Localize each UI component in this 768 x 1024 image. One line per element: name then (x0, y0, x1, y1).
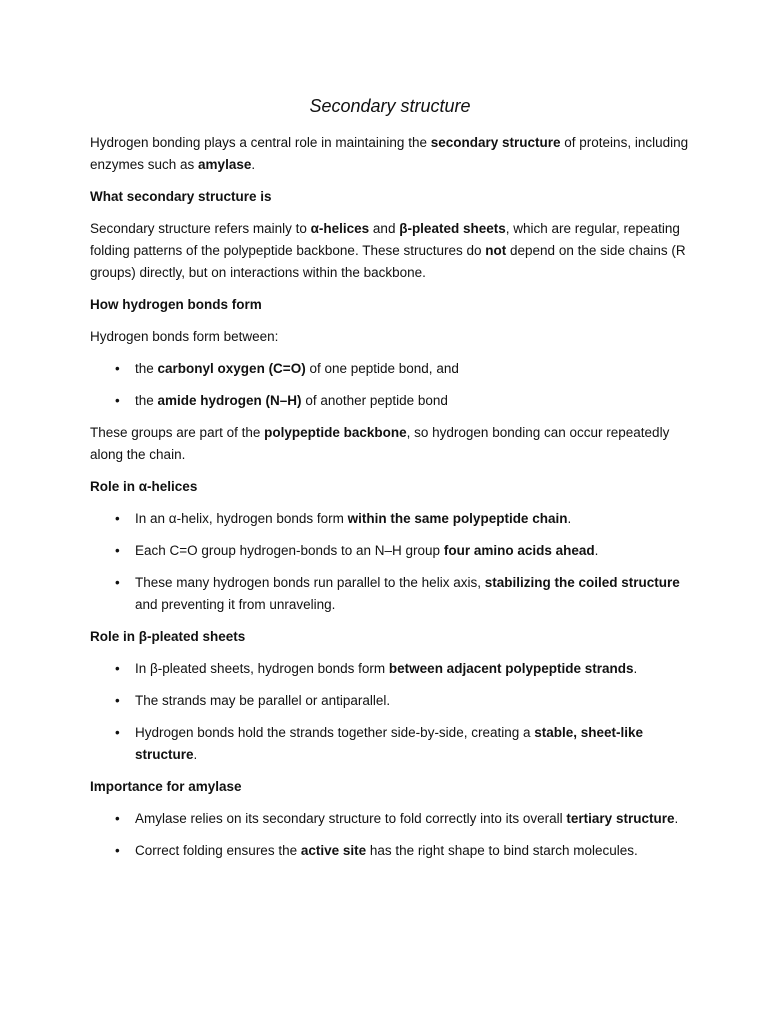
bullet-icon: • (115, 575, 120, 590)
text-run: The strands may be parallel or antiparallel. (135, 693, 391, 708)
section-heading: Importance for amylase (90, 779, 242, 794)
list-item (90, 840, 690, 862)
emphasis-text: within the same polypeptide chain (347, 511, 568, 526)
text-run: In an α-helix, hydrogen bonds form (135, 511, 348, 526)
text-run: . (594, 543, 599, 558)
list-item (90, 722, 690, 766)
emphasis-text: polypeptide backbone (264, 425, 407, 440)
text-run: These groups are part of the (90, 425, 265, 440)
list-item (90, 808, 690, 830)
list-item (90, 658, 690, 680)
list-item (90, 572, 690, 616)
emphasis-text: amide hydrogen (N–H) (157, 393, 302, 408)
text-run: and (369, 221, 400, 236)
text-run: In β-pleated sheets, hydrogen bonds form (135, 661, 389, 676)
section-paragraph (90, 422, 690, 466)
text-run: . (674, 811, 679, 826)
list-item (90, 390, 690, 412)
text-run: Hydrogen bonding plays a central role in maintaining the (90, 135, 431, 150)
emphasis-text: four amino acids ahead (443, 543, 595, 558)
bullet-list (90, 358, 690, 412)
bullet-list (90, 808, 690, 862)
text-run: of another peptide bond (301, 393, 448, 408)
text-run: the (135, 361, 158, 376)
list-item (90, 540, 690, 562)
page-title: Secondary structure (309, 96, 471, 116)
bullet-icon: • (115, 361, 120, 376)
section-paragraph (90, 218, 690, 284)
bullet-icon: • (115, 843, 120, 858)
text-run: These many hydrogen bonds run parallel to the helix axis, (135, 575, 485, 590)
text-run: Hydrogen bonds form between: (90, 329, 279, 344)
text-run: depend on the side chains (R groups) directly, but on interactions within the backbone. (90, 243, 686, 280)
bullet-icon: • (115, 693, 120, 708)
text-run: . (251, 157, 256, 172)
section-heading: Role in β-pleated sheets (90, 629, 246, 644)
section-heading: Role in α-helices (90, 479, 198, 494)
bullet-icon: • (115, 661, 120, 676)
bullet-icon: • (115, 393, 120, 408)
bullet-icon: • (115, 725, 120, 740)
text-run: the (135, 393, 158, 408)
text-run: of one peptide bond, and (305, 361, 459, 376)
emphasis-text: not (485, 243, 507, 258)
emphasis-text: stable, sheet-like structure (135, 725, 644, 762)
emphasis-text: carbonyl oxygen (C=O) (157, 361, 306, 376)
bullet-icon: • (115, 811, 120, 826)
text-run: Each C=O group hydrogen-bonds to an N–H group (135, 543, 444, 558)
bullet-list (90, 658, 690, 766)
emphasis-text: secondary structure (430, 135, 561, 150)
text-run: . (193, 747, 198, 762)
list-item (90, 358, 690, 380)
emphasis-text: β-pleated sheets (399, 221, 506, 236)
bullet-icon: • (115, 543, 120, 558)
text-run: Correct folding ensures the (135, 843, 301, 858)
text-run: Amylase relies on its secondary structure to fold correctly into its overall (135, 811, 567, 826)
document-page (90, 92, 690, 872)
list-item (90, 508, 690, 530)
text-run: , so hydrogen bonding can occur repeatedly along the chain. (90, 425, 670, 462)
text-run: . (567, 511, 572, 526)
bullet-icon: • (115, 511, 120, 526)
text-run: and preventing it from unraveling. (135, 597, 336, 612)
emphasis-text: between adjacent polypeptide strands (388, 661, 634, 676)
emphasis-text: stabilizing the coiled structure (484, 575, 680, 590)
list-item (90, 690, 690, 712)
document-body (90, 186, 690, 862)
text-run: of proteins, including enzymes such as (90, 135, 689, 172)
intro-paragraph (90, 132, 690, 176)
section-paragraph (90, 326, 690, 348)
emphasis-text: tertiary structure (566, 811, 675, 826)
bullet-list (90, 508, 690, 616)
text-run: Hydrogen bonds hold the strands together side-by-side, creating a (135, 725, 535, 740)
text-run: Secondary structure refers mainly to (90, 221, 311, 236)
emphasis-text: amylase (198, 157, 252, 172)
emphasis-text: active site (300, 843, 367, 858)
emphasis-text: α-helices (310, 221, 370, 236)
section-heading: What secondary structure is (90, 189, 272, 204)
text-run: . (633, 661, 638, 676)
text-run: has the right shape to bind starch molecules. (366, 843, 638, 858)
section-heading: How hydrogen bonds form (90, 297, 262, 312)
text-run: , which are regular, repeating folding patterns of the polypeptide backbone. These structures do (90, 221, 680, 258)
